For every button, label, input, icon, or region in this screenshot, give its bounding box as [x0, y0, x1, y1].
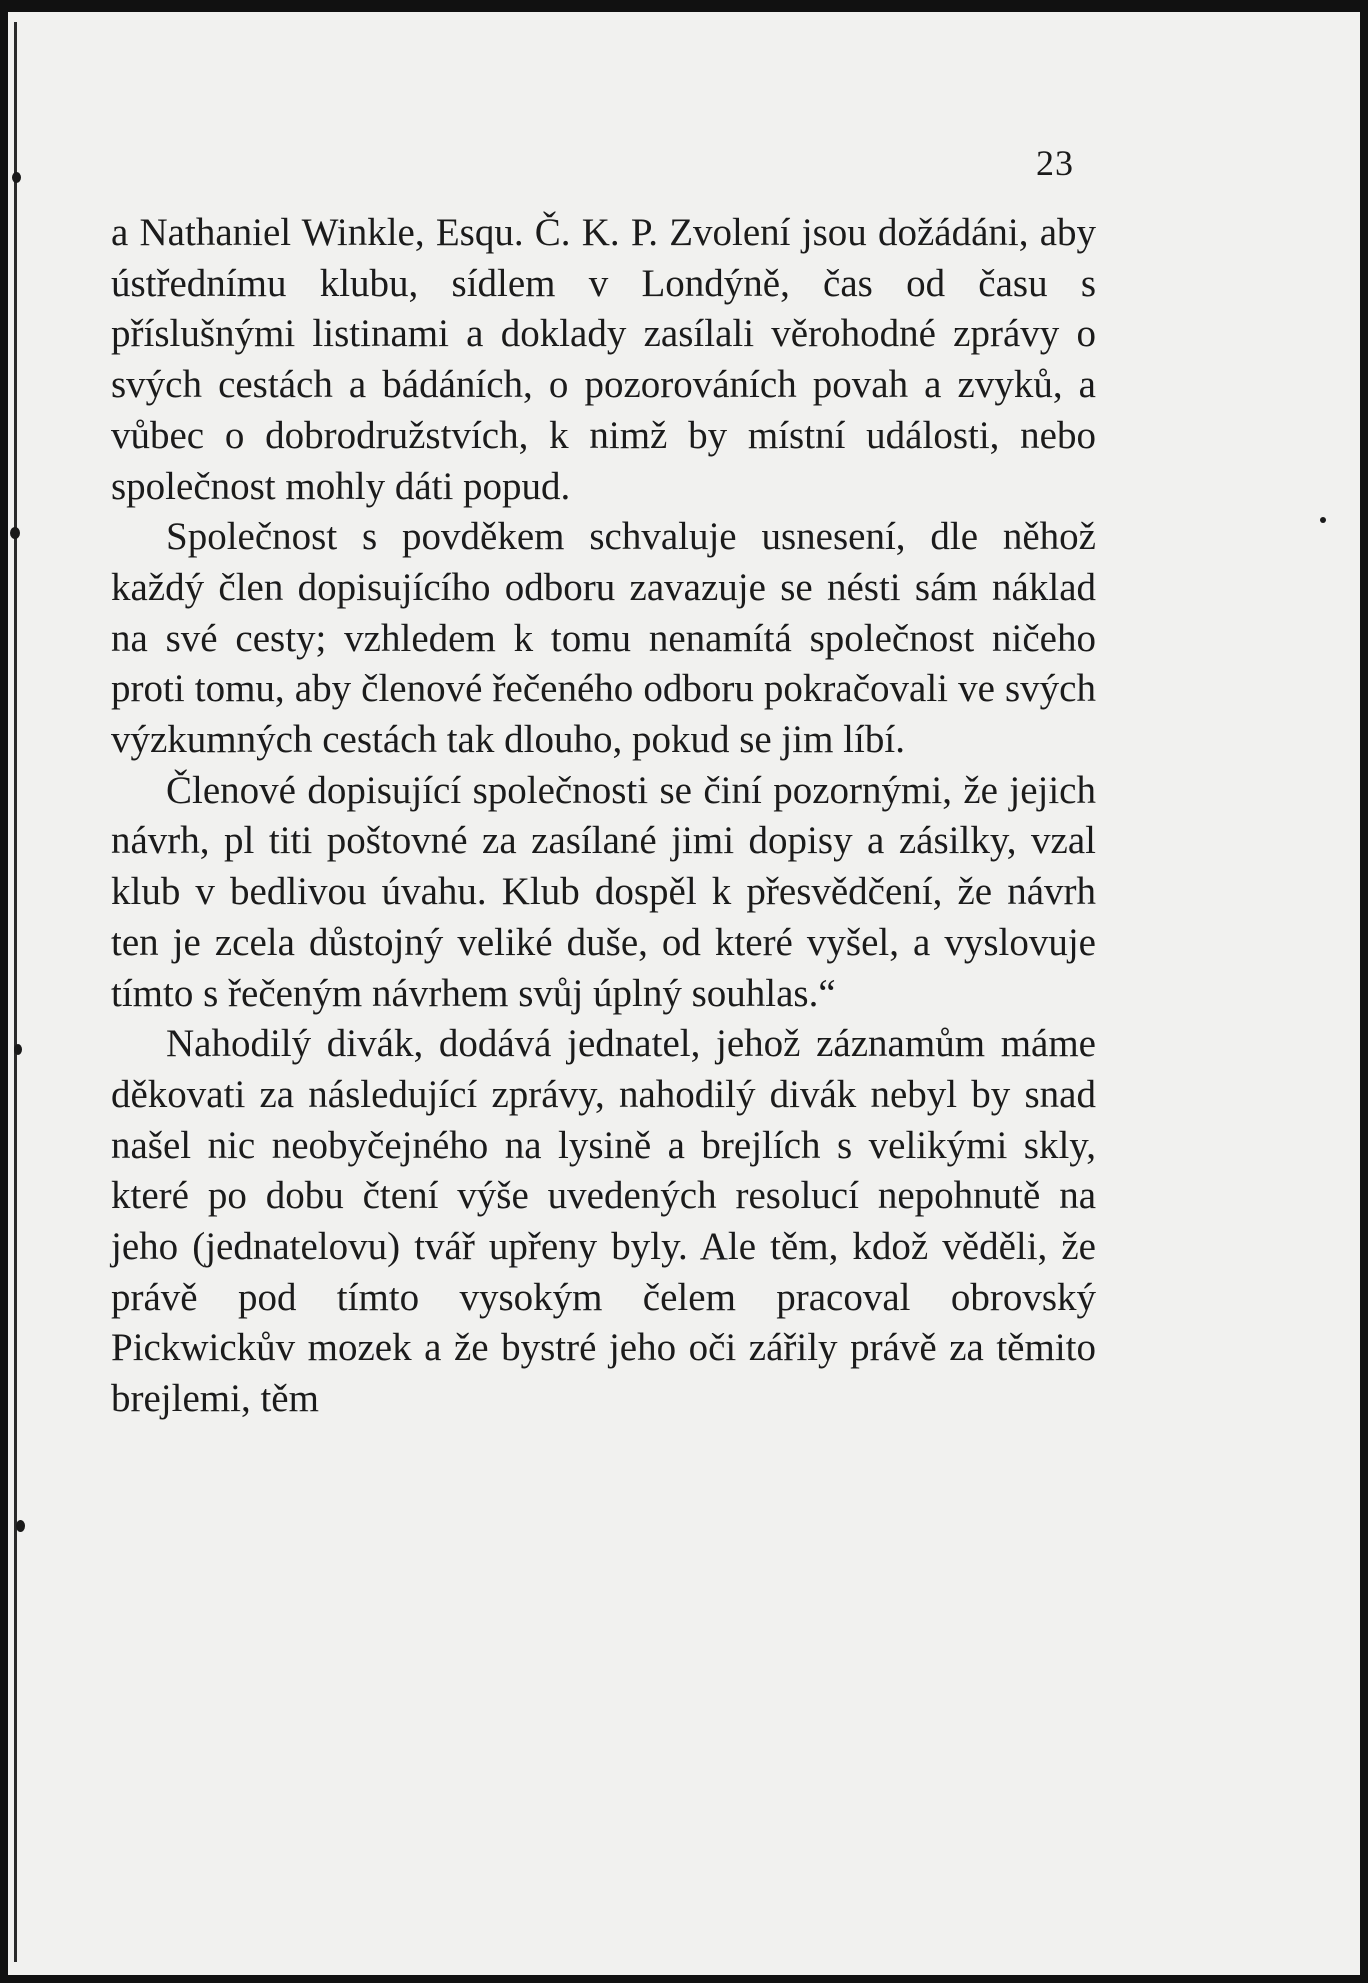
page-number: 23: [1036, 143, 1074, 183]
page-edge-line: [14, 22, 17, 1962]
scan-speck: [16, 1520, 25, 1532]
scan-speck: [12, 172, 21, 183]
body-text: [111, 208, 1096, 1425]
scan-speck: [10, 527, 20, 539]
scan-speck: [1320, 517, 1326, 523]
paragraph: Členové dopisující společnosti se činí pozornými, že jejich návrh, pl titi poštovné za zasílané jimi dopisy a zásilky, vzal klub v bedlivou úvahu. Klub dospěl k přesvědčení, že návrh ten je zcela důstojný veliké duše, od které vyšel, a vyslovuje tímto s řečeným návrhem svůj úplný souhlas.“: [111, 768, 1096, 1015]
paragraph: Nahodilý divák, dodává jednatel, jehož záznamům máme děkovati za následující zprávy, nahodilý divák nebyl by snad našel nic neobyčejného na lysině a brejlích s velikými skly, které po dobu čtení výše uvedených resolucí nepohnutě na jeho (jednatelovu) tvář upřeny byly. Ale těm, kdož věděli, že právě pod tímto vysokým čelem pracoval obrovský Pickwickův mozek a že bystré jeho oči zářily právě za těmito brejlemi, těm: [111, 1022, 1096, 1421]
scan-speck: [14, 1044, 22, 1055]
book-page: [8, 12, 1360, 1975]
paragraph: a Nathaniel Winkle, Esqu. Č. K. P. Zvolení jsou dožádáni, aby ústřednímu klubu, sídlem v Londýně, čas od času s příslušnými listinami a doklady zasílali věrohodné zprávy o svých cestách a bádáních, o pozorováních povah a zvyků, a vůbec o dobrodružstvích, k nimž by místní události, nebo společnost mohly dáti popud.: [111, 211, 1096, 508]
paragraph: Společnost s povděkem schvaluje usnesení, dle něhož každý člen dopisujícího odboru zavazuje se nésti sám náklad na své cesty; vzhledem k tomu nenamítá společnost ničeho proti tomu, aby členové řečeného odboru pokračovali ve svých výzkumných cestách tak dlouho, pokud se jim líbí.: [111, 515, 1096, 762]
